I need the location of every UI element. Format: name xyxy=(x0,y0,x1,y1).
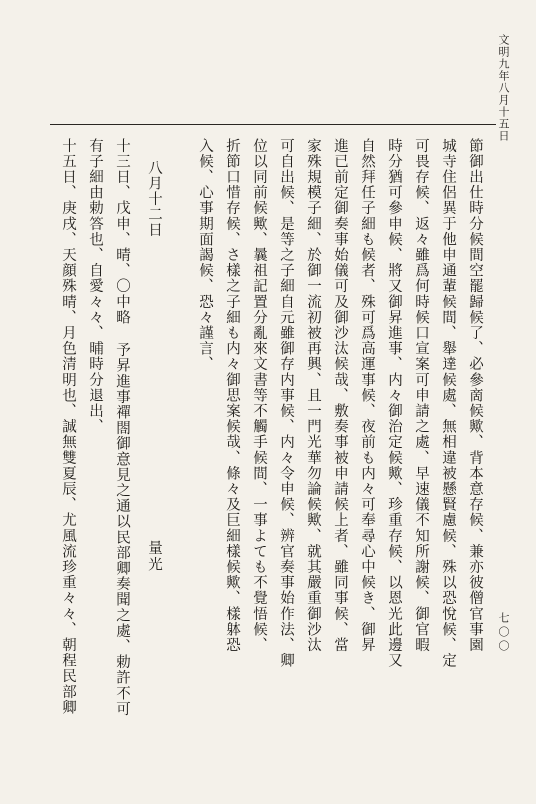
text-column-13: 十三日、戊申、晴、〇中略 予昇進事禪閤御意見之通以民部卿奏聞之處、勅許不可 xyxy=(114,138,130,717)
text-column-8: 可自出候、是等之子細自元雖御存内事候、内々令申候、辨官奏事始作法、卿 xyxy=(278,138,294,669)
text-column-6: 進已前定御奏事始儀可及御沙汰候哉、敷奏事被申請候上者、雖同事候、當 xyxy=(332,138,348,653)
text-column-2: 城寺住侶異于他申通輩候間、舉達候處、無相違被懸賢慮候、殊以恐悅候、定 xyxy=(440,138,456,669)
header-rule xyxy=(50,124,496,125)
running-header: 文明九年八月十五日 xyxy=(497,34,510,142)
text-column-4: 時分猶可參申候、將又御昇進事、内々御治定候歟、珍重存候、以恩光此邊又 xyxy=(386,138,402,669)
text-column-5: 自然拜任子細も候者、殊可爲高運事候、夜前も内々可奉尋心中候き、御昇 xyxy=(359,138,375,653)
text-column-14: 有子細由勅答也、自愛々々、晡時分退出、 xyxy=(87,138,103,435)
text-column-7: 家殊規模子細、於御一流初被再興、且一門光華勿論候歟、就其嚴重御沙汰 xyxy=(305,138,321,653)
text-column-9: 位以同前候歟、曩祖記置分亂來文書等不觸手候間、一事よても不覺悟候、 xyxy=(251,138,267,653)
text-column-10: 折節口惜存候、さ樣之子細も内々御思案候哉、條々及巨細樣候歟、樣躰恐 xyxy=(224,138,240,653)
letter-date: 八月十二日 xyxy=(146,160,162,238)
text-column-1: 節御出仕時分候間空罷歸候了、必參啇候歟、背本意存候、兼亦彼僧官事園 xyxy=(467,138,483,653)
page-number: 七〇〇 xyxy=(497,612,510,654)
text-column-15: 十五日、庚戌、天顔殊晴、月色清明也、誠無雙夏辰、尤風流珍重々々、朝程民部卿 xyxy=(60,138,76,716)
text-column-11: 入候、心事期面謁候、恐々謹言、 xyxy=(197,138,213,372)
text-column-3: 可畏存候、返々雖爲何時候口宣案可申請之處、早速儀不知所謝候、御官暇 xyxy=(413,138,429,653)
letter-signature: 量光 xyxy=(146,540,162,573)
